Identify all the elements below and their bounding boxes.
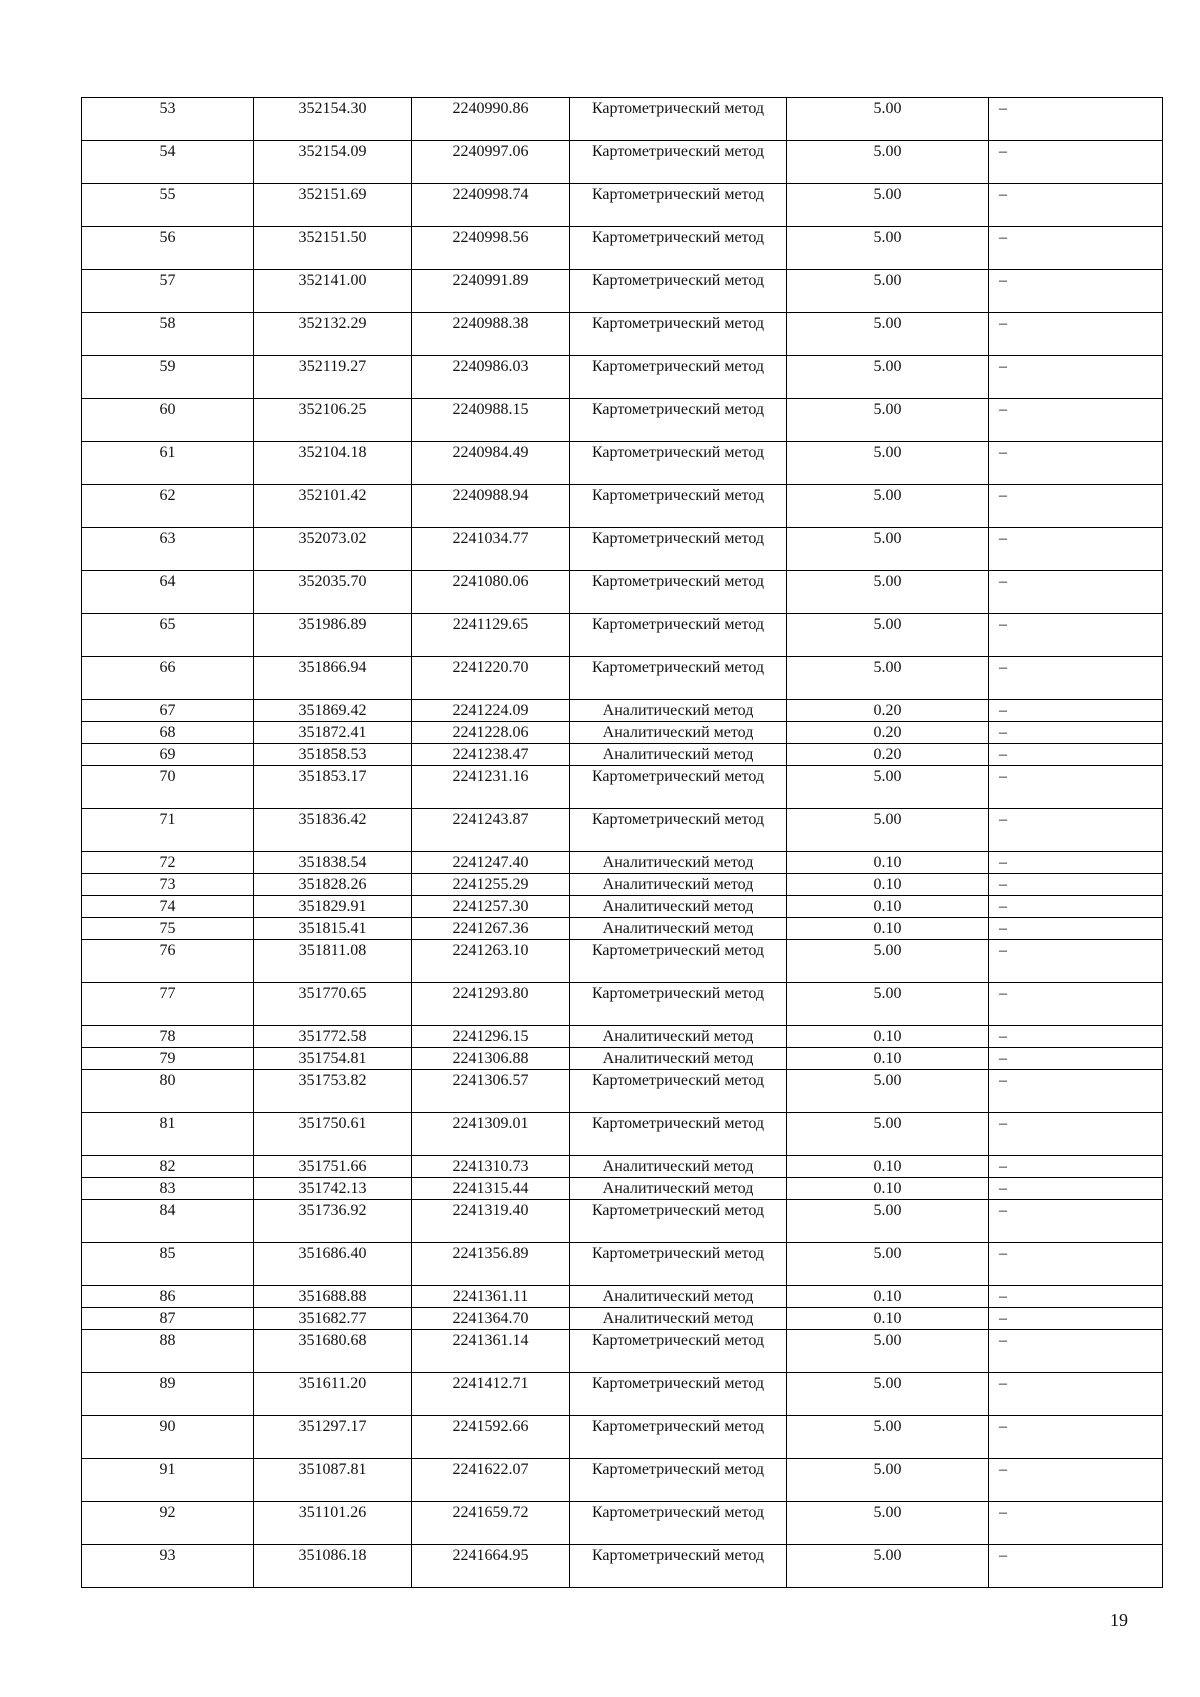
description-cell: – (989, 614, 1163, 657)
table-body (82, 98, 1163, 1588)
page-number: 19 (1110, 1610, 1128, 1630)
x-coordinate-cell: 351872.41 (254, 722, 412, 744)
method-cell: Аналитический метод (570, 918, 787, 940)
table-row (82, 1178, 1163, 1200)
method-cell: Картометрический метод (570, 528, 787, 571)
method-cell: Картометрический метод (570, 141, 787, 184)
table-row (82, 657, 1163, 700)
method-cell: Картометрический метод (570, 1330, 787, 1373)
accuracy-cell: 5.00 (787, 1070, 989, 1113)
x-coordinate-cell: 351686.40 (254, 1243, 412, 1286)
table-row (82, 766, 1163, 809)
point-number-cell: 56 (82, 227, 254, 270)
method-cell: Картометрический метод (570, 1243, 787, 1286)
method-cell: Аналитический метод (570, 744, 787, 766)
y-coordinate-cell: 2241238.47 (412, 744, 570, 766)
x-coordinate-cell: 351753.82 (254, 1070, 412, 1113)
x-coordinate-cell: 351811.08 (254, 940, 412, 983)
point-number-cell: 65 (82, 614, 254, 657)
x-coordinate-cell: 351682.77 (254, 1308, 412, 1330)
point-number-cell: 91 (82, 1459, 254, 1502)
y-coordinate-cell: 2241034.77 (412, 528, 570, 571)
description-cell: – (989, 313, 1163, 356)
point-number-cell: 72 (82, 852, 254, 874)
point-number-cell: 76 (82, 940, 254, 983)
point-number-cell: 79 (82, 1048, 254, 1070)
point-number-cell: 78 (82, 1026, 254, 1048)
table-row (82, 1048, 1163, 1070)
table-row (82, 1113, 1163, 1156)
description-cell: – (989, 1330, 1163, 1373)
description-cell: – (989, 918, 1163, 940)
x-coordinate-cell: 352035.70 (254, 571, 412, 614)
description-cell: – (989, 657, 1163, 700)
accuracy-cell: 5.00 (787, 485, 989, 528)
accuracy-cell: 5.00 (787, 766, 989, 809)
accuracy-cell: 5.00 (787, 356, 989, 399)
accuracy-cell: 5.00 (787, 1243, 989, 1286)
x-coordinate-cell: 351828.26 (254, 874, 412, 896)
x-coordinate-cell: 352154.30 (254, 98, 412, 141)
x-coordinate-cell: 351688.88 (254, 1286, 412, 1308)
method-cell: Картометрический метод (570, 1545, 787, 1588)
accuracy-cell: 0.10 (787, 1156, 989, 1178)
point-number-cell: 54 (82, 141, 254, 184)
accuracy-cell: 5.00 (787, 442, 989, 485)
x-coordinate-cell: 351297.17 (254, 1416, 412, 1459)
x-coordinate-cell: 351680.68 (254, 1330, 412, 1373)
method-cell: Аналитический метод (570, 874, 787, 896)
accuracy-cell: 0.10 (787, 852, 989, 874)
point-number-cell: 62 (82, 485, 254, 528)
y-coordinate-cell: 2240998.74 (412, 184, 570, 227)
description-cell: – (989, 1070, 1163, 1113)
point-number-cell: 81 (82, 1113, 254, 1156)
x-coordinate-cell: 351101.26 (254, 1502, 412, 1545)
accuracy-cell: 5.00 (787, 1416, 989, 1459)
point-number-cell: 55 (82, 184, 254, 227)
y-coordinate-cell: 2240984.49 (412, 442, 570, 485)
x-coordinate-cell: 351754.81 (254, 1048, 412, 1070)
point-number-cell: 75 (82, 918, 254, 940)
point-number-cell: 73 (82, 874, 254, 896)
description-cell: – (989, 1373, 1163, 1416)
description-cell: – (989, 356, 1163, 399)
description-cell: – (989, 399, 1163, 442)
table-row (82, 614, 1163, 657)
accuracy-cell: 5.00 (787, 809, 989, 852)
method-cell: Картометрический метод (570, 1502, 787, 1545)
accuracy-cell: 0.10 (787, 874, 989, 896)
description-cell: – (989, 1156, 1163, 1178)
point-number-cell: 80 (82, 1070, 254, 1113)
y-coordinate-cell: 2240988.94 (412, 485, 570, 528)
description-cell: – (989, 1026, 1163, 1048)
accuracy-cell: 5.00 (787, 98, 989, 141)
y-coordinate-cell: 2241247.40 (412, 852, 570, 874)
accuracy-cell: 5.00 (787, 1113, 989, 1156)
accuracy-cell: 5.00 (787, 1502, 989, 1545)
y-coordinate-cell: 2241306.88 (412, 1048, 570, 1070)
point-number-cell: 90 (82, 1416, 254, 1459)
y-coordinate-cell: 2240988.38 (412, 313, 570, 356)
point-number-cell: 71 (82, 809, 254, 852)
accuracy-cell: 0.20 (787, 722, 989, 744)
table-row (82, 356, 1163, 399)
accuracy-cell: 5.00 (787, 528, 989, 571)
accuracy-cell: 5.00 (787, 1373, 989, 1416)
y-coordinate-cell: 2240991.89 (412, 270, 570, 313)
table-row (82, 896, 1163, 918)
point-number-cell: 86 (82, 1286, 254, 1308)
method-cell: Аналитический метод (570, 722, 787, 744)
x-coordinate-cell: 352106.25 (254, 399, 412, 442)
description-cell: – (989, 874, 1163, 896)
x-coordinate-cell: 351815.41 (254, 918, 412, 940)
method-cell: Аналитический метод (570, 1178, 787, 1200)
method-cell: Картометрический метод (570, 571, 787, 614)
point-number-cell: 58 (82, 313, 254, 356)
method-cell: Аналитический метод (570, 1286, 787, 1308)
x-coordinate-cell: 351736.92 (254, 1200, 412, 1243)
table-row (82, 270, 1163, 313)
accuracy-cell: 0.10 (787, 1048, 989, 1070)
y-coordinate-cell: 2241592.66 (412, 1416, 570, 1459)
method-cell: Аналитический метод (570, 1026, 787, 1048)
y-coordinate-cell: 2241309.01 (412, 1113, 570, 1156)
description-cell: – (989, 809, 1163, 852)
y-coordinate-cell: 2241315.44 (412, 1178, 570, 1200)
x-coordinate-cell: 351829.91 (254, 896, 412, 918)
x-coordinate-cell: 351772.58 (254, 1026, 412, 1048)
description-cell: – (989, 1113, 1163, 1156)
accuracy-cell: 0.10 (787, 918, 989, 940)
y-coordinate-cell: 2241267.36 (412, 918, 570, 940)
method-cell: Картометрический метод (570, 98, 787, 141)
table-row (82, 1156, 1163, 1178)
table-row (82, 1200, 1163, 1243)
y-coordinate-cell: 2241257.30 (412, 896, 570, 918)
description-cell: – (989, 270, 1163, 313)
y-coordinate-cell: 2240990.86 (412, 98, 570, 141)
x-coordinate-cell: 351770.65 (254, 983, 412, 1026)
accuracy-cell: 5.00 (787, 571, 989, 614)
x-coordinate-cell: 351742.13 (254, 1178, 412, 1200)
table-row (82, 442, 1163, 485)
y-coordinate-cell: 2241310.73 (412, 1156, 570, 1178)
table-row (82, 227, 1163, 270)
x-coordinate-cell: 352101.42 (254, 485, 412, 528)
y-coordinate-cell: 2241293.80 (412, 983, 570, 1026)
x-coordinate-cell: 351087.81 (254, 1459, 412, 1502)
method-cell: Картометрический метод (570, 766, 787, 809)
description-cell: – (989, 983, 1163, 1026)
y-coordinate-cell: 2240998.56 (412, 227, 570, 270)
table-row (82, 983, 1163, 1026)
y-coordinate-cell: 2241228.06 (412, 722, 570, 744)
description-cell: – (989, 766, 1163, 809)
y-coordinate-cell: 2241224.09 (412, 700, 570, 722)
table-row (82, 1502, 1163, 1545)
accuracy-cell: 0.20 (787, 744, 989, 766)
x-coordinate-cell: 351986.89 (254, 614, 412, 657)
x-coordinate-cell: 351611.20 (254, 1373, 412, 1416)
point-number-cell: 63 (82, 528, 254, 571)
description-cell: – (989, 896, 1163, 918)
accuracy-cell: 5.00 (787, 1459, 989, 1502)
method-cell: Картометрический метод (570, 1200, 787, 1243)
table-row (82, 874, 1163, 896)
accuracy-cell: 0.10 (787, 1308, 989, 1330)
accuracy-cell: 5.00 (787, 399, 989, 442)
accuracy-cell: 0.10 (787, 1026, 989, 1048)
table-row (82, 571, 1163, 614)
description-cell: – (989, 1200, 1163, 1243)
point-number-cell: 70 (82, 766, 254, 809)
point-number-cell: 77 (82, 983, 254, 1026)
description-cell: – (989, 940, 1163, 983)
y-coordinate-cell: 2241296.15 (412, 1026, 570, 1048)
x-coordinate-cell: 352119.27 (254, 356, 412, 399)
description-cell: – (989, 528, 1163, 571)
description-cell: – (989, 700, 1163, 722)
accuracy-cell: 5.00 (787, 983, 989, 1026)
method-cell: Картометрический метод (570, 1373, 787, 1416)
method-cell: Аналитический метод (570, 852, 787, 874)
y-coordinate-cell: 2241080.06 (412, 571, 570, 614)
description-cell: – (989, 1502, 1163, 1545)
accuracy-cell: 0.10 (787, 1286, 989, 1308)
point-number-cell: 88 (82, 1330, 254, 1373)
method-cell: Картометрический метод (570, 399, 787, 442)
table-row (82, 940, 1163, 983)
point-number-cell: 84 (82, 1200, 254, 1243)
method-cell: Картометрический метод (570, 657, 787, 700)
accuracy-cell: 5.00 (787, 313, 989, 356)
method-cell: Картометрический метод (570, 983, 787, 1026)
accuracy-cell: 5.00 (787, 614, 989, 657)
point-number-cell: 57 (82, 270, 254, 313)
accuracy-cell: 5.00 (787, 184, 989, 227)
method-cell: Картометрический метод (570, 1416, 787, 1459)
y-coordinate-cell: 2241243.87 (412, 809, 570, 852)
y-coordinate-cell: 2241659.72 (412, 1502, 570, 1545)
point-number-cell: 60 (82, 399, 254, 442)
description-cell: – (989, 141, 1163, 184)
method-cell: Картометрический метод (570, 809, 787, 852)
accuracy-cell: 0.10 (787, 1178, 989, 1200)
table-row (82, 1330, 1163, 1373)
x-coordinate-cell: 352104.18 (254, 442, 412, 485)
method-cell: Картометрический метод (570, 1459, 787, 1502)
accuracy-cell: 5.00 (787, 270, 989, 313)
table-row (82, 1308, 1163, 1330)
table-row (82, 98, 1163, 141)
point-number-cell: 53 (82, 98, 254, 141)
method-cell: Картометрический метод (570, 485, 787, 528)
point-number-cell: 61 (82, 442, 254, 485)
method-cell: Аналитический метод (570, 1308, 787, 1330)
x-coordinate-cell: 351858.53 (254, 744, 412, 766)
table-row (82, 1026, 1163, 1048)
description-cell: – (989, 1545, 1163, 1588)
point-number-cell: 64 (82, 571, 254, 614)
point-number-cell: 83 (82, 1178, 254, 1200)
description-cell: – (989, 722, 1163, 744)
accuracy-cell: 0.20 (787, 700, 989, 722)
x-coordinate-cell: 351853.17 (254, 766, 412, 809)
coordinates-table (81, 97, 1163, 1588)
y-coordinate-cell: 2240988.15 (412, 399, 570, 442)
method-cell: Картометрический метод (570, 1070, 787, 1113)
accuracy-cell: 5.00 (787, 1200, 989, 1243)
x-coordinate-cell: 352151.50 (254, 227, 412, 270)
accuracy-cell: 0.10 (787, 896, 989, 918)
method-cell: Аналитический метод (570, 1048, 787, 1070)
point-number-cell: 74 (82, 896, 254, 918)
description-cell: – (989, 442, 1163, 485)
description-cell: – (989, 571, 1163, 614)
description-cell: – (989, 1048, 1163, 1070)
point-number-cell: 93 (82, 1545, 254, 1588)
method-cell: Картометрический метод (570, 227, 787, 270)
table-row (82, 184, 1163, 227)
y-coordinate-cell: 2241364.70 (412, 1308, 570, 1330)
y-coordinate-cell: 2241306.57 (412, 1070, 570, 1113)
x-coordinate-cell: 352151.69 (254, 184, 412, 227)
description-cell: – (989, 1459, 1163, 1502)
description-cell: – (989, 1308, 1163, 1330)
y-coordinate-cell: 2241129.65 (412, 614, 570, 657)
table-row (82, 744, 1163, 766)
table-row (82, 918, 1163, 940)
method-cell: Картометрический метод (570, 313, 787, 356)
x-coordinate-cell: 351086.18 (254, 1545, 412, 1588)
y-coordinate-cell: 2241664.95 (412, 1545, 570, 1588)
point-number-cell: 82 (82, 1156, 254, 1178)
table-row (82, 722, 1163, 744)
table-row (82, 1243, 1163, 1286)
description-cell: – (989, 485, 1163, 528)
description-cell: – (989, 852, 1163, 874)
accuracy-cell: 5.00 (787, 227, 989, 270)
point-number-cell: 85 (82, 1243, 254, 1286)
x-coordinate-cell: 351866.94 (254, 657, 412, 700)
x-coordinate-cell: 351750.61 (254, 1113, 412, 1156)
table-row (82, 1070, 1163, 1113)
point-number-cell: 59 (82, 356, 254, 399)
table-row (82, 852, 1163, 874)
table-row (82, 700, 1163, 722)
y-coordinate-cell: 2241361.11 (412, 1286, 570, 1308)
description-cell: – (989, 227, 1163, 270)
table-row (82, 1416, 1163, 1459)
method-cell: Картометрический метод (570, 940, 787, 983)
point-number-cell: 69 (82, 744, 254, 766)
table-row (82, 313, 1163, 356)
y-coordinate-cell: 2240986.03 (412, 356, 570, 399)
point-number-cell: 92 (82, 1502, 254, 1545)
method-cell: Аналитический метод (570, 1156, 787, 1178)
x-coordinate-cell: 351869.42 (254, 700, 412, 722)
point-number-cell: 66 (82, 657, 254, 700)
table-row (82, 141, 1163, 184)
table-row (82, 1286, 1163, 1308)
method-cell: Аналитический метод (570, 700, 787, 722)
y-coordinate-cell: 2241220.70 (412, 657, 570, 700)
table-row (82, 1545, 1163, 1588)
x-coordinate-cell: 352132.29 (254, 313, 412, 356)
description-cell: – (989, 1286, 1163, 1308)
x-coordinate-cell: 352154.09 (254, 141, 412, 184)
description-cell: – (989, 1416, 1163, 1459)
point-number-cell: 87 (82, 1308, 254, 1330)
point-number-cell: 68 (82, 722, 254, 744)
point-number-cell: 67 (82, 700, 254, 722)
description-cell: – (989, 1178, 1163, 1200)
y-coordinate-cell: 2241319.40 (412, 1200, 570, 1243)
description-cell: – (989, 184, 1163, 227)
method-cell: Картометрический метод (570, 270, 787, 313)
table-row (82, 399, 1163, 442)
y-coordinate-cell: 2240997.06 (412, 141, 570, 184)
x-coordinate-cell: 351836.42 (254, 809, 412, 852)
accuracy-cell: 5.00 (787, 1330, 989, 1373)
point-number-cell: 89 (82, 1373, 254, 1416)
table-row (82, 528, 1163, 571)
accuracy-cell: 5.00 (787, 657, 989, 700)
method-cell: Аналитический метод (570, 896, 787, 918)
method-cell: Картометрический метод (570, 614, 787, 657)
table-row (82, 1373, 1163, 1416)
x-coordinate-cell: 351838.54 (254, 852, 412, 874)
table-row (82, 1459, 1163, 1502)
y-coordinate-cell: 2241255.29 (412, 874, 570, 896)
x-coordinate-cell: 351751.66 (254, 1156, 412, 1178)
y-coordinate-cell: 2241622.07 (412, 1459, 570, 1502)
x-coordinate-cell: 352073.02 (254, 528, 412, 571)
y-coordinate-cell: 2241356.89 (412, 1243, 570, 1286)
y-coordinate-cell: 2241263.10 (412, 940, 570, 983)
accuracy-cell: 5.00 (787, 1545, 989, 1588)
method-cell: Картометрический метод (570, 356, 787, 399)
description-cell: – (989, 1243, 1163, 1286)
description-cell: – (989, 744, 1163, 766)
accuracy-cell: 5.00 (787, 141, 989, 184)
accuracy-cell: 5.00 (787, 940, 989, 983)
y-coordinate-cell: 2241231.16 (412, 766, 570, 809)
description-cell: – (989, 98, 1163, 141)
method-cell: Картометрический метод (570, 1113, 787, 1156)
method-cell: Картометрический метод (570, 442, 787, 485)
y-coordinate-cell: 2241361.14 (412, 1330, 570, 1373)
y-coordinate-cell: 2241412.71 (412, 1373, 570, 1416)
x-coordinate-cell: 352141.00 (254, 270, 412, 313)
table-row (82, 809, 1163, 852)
table-row (82, 485, 1163, 528)
method-cell: Картометрический метод (570, 184, 787, 227)
